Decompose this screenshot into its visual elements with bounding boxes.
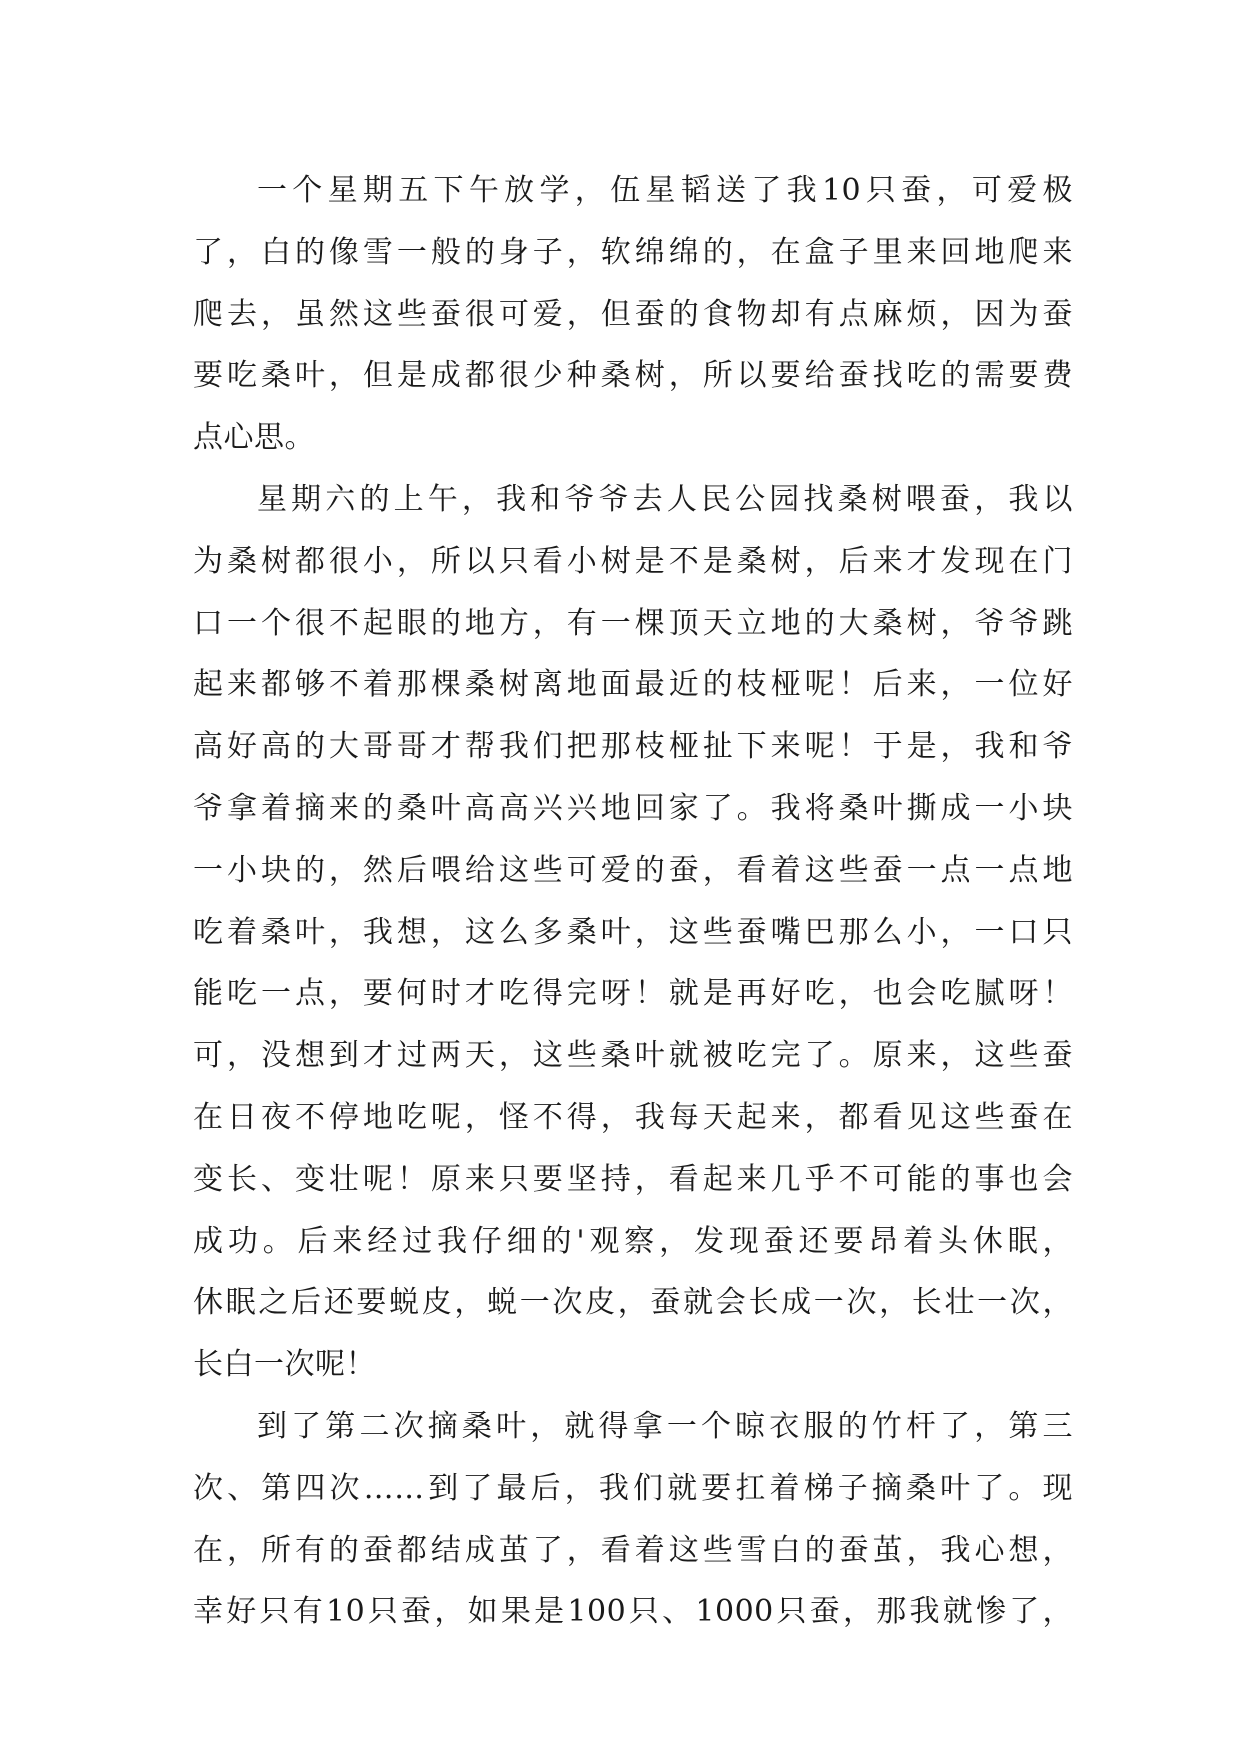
paragraph-2-line-7: 一小块的，然后喂给这些可爱的蚕，看着这些蚕一点一点地 — [193, 852, 1073, 888]
paragraph-2-line-14: 休眠之后还要蜕皮，蜕一次皮，蚕就会长成一次，长壮一次， — [193, 1285, 1073, 1321]
paragraph-2-line-9: 能吃一点，要何时才吃得完呀！就是再好吃，也会吃腻呀！ — [193, 976, 1073, 1012]
paragraph-3-line-1: 到了第二次摘桑叶，就得拿一个晾衣服的竹杆了，第三 — [257, 1408, 1073, 1444]
paragraph-1-line-1: 一个星期五下午放学，伍星韬送了我10只蚕，可爱极 — [257, 173, 1073, 208]
paragraph-2-line-4: 起来都够不着那棵桑树离地面最近的枝桠呢！后来，一位好 — [193, 667, 1073, 703]
paragraph-2-line-10: 可，没想到才过两天，这些桑叶就被吃完了。原来，这些蚕 — [193, 1038, 1073, 1074]
paragraph-2-line-1: 星期六的上午，我和爷爷去人民公园找桑树喂蚕，我以 — [257, 481, 1073, 517]
paragraph-3-line-2: 次、第四次……到了最后，我们就要扛着梯子摘桑叶了。现 — [193, 1470, 1073, 1506]
paragraph-1-line-3: 爬去，虽然这些蚕很可爱，但蚕的食物却有点麻烦，因为蚕 — [193, 296, 1073, 332]
paragraph-3-line-4: 幸好只有10只蚕，如果是100只、1000只蚕，那我就惨了， — [193, 1594, 1073, 1630]
paragraph-2-line-13: 成功。后来经过我仔细的'观察，发现蚕还要昂着头休眠， — [193, 1223, 1073, 1259]
paragraph-2-line-2: 为桑树都很小，所以只看小树是不是桑树，后来才发现在门 — [193, 543, 1073, 579]
paragraph-2-line-15: 长白一次呢！ — [193, 1347, 376, 1383]
paragraph-3-line-3: 在，所有的蚕都结成茧了，看着这些雪白的蚕茧，我心想， — [193, 1532, 1073, 1568]
paragraph-2-line-11: 在日夜不停地吃呢，怪不得，我每天起来，都看见这些蚕在 — [193, 1099, 1073, 1135]
paragraph-1-line-5: 点心思。 — [193, 420, 315, 456]
paragraph-2-line-3: 口一个很不起眼的地方，有一棵顶天立地的大桑树，爷爷跳 — [193, 605, 1073, 641]
paragraph-2-line-12: 变长、变壮呢！原来只要坚持，看起来几乎不可能的事也会 — [193, 1161, 1073, 1197]
body-text — [193, 160, 1073, 1643]
paragraph-2-line-6: 爷拿着摘来的桑叶高高兴兴地回家了。我将桑叶撕成一小块 — [193, 790, 1073, 826]
paragraph-1-line-2: 了，白的像雪一般的身子，软绵绵的，在盒子里来回地爬来 — [193, 234, 1073, 270]
paragraph-2-line-8: 吃着桑叶，我想，这么多桑叶，这些蚕嘴巴那么小，一口只 — [193, 914, 1073, 950]
paragraph-2-line-5: 高好高的大哥哥才帮我们把那枝桠扯下来呢！于是，我和爷 — [193, 729, 1073, 765]
paragraph-1-line-4: 要吃桑叶，但是成都很少种桑树，所以要给蚕找吃的需要费 — [193, 358, 1073, 394]
